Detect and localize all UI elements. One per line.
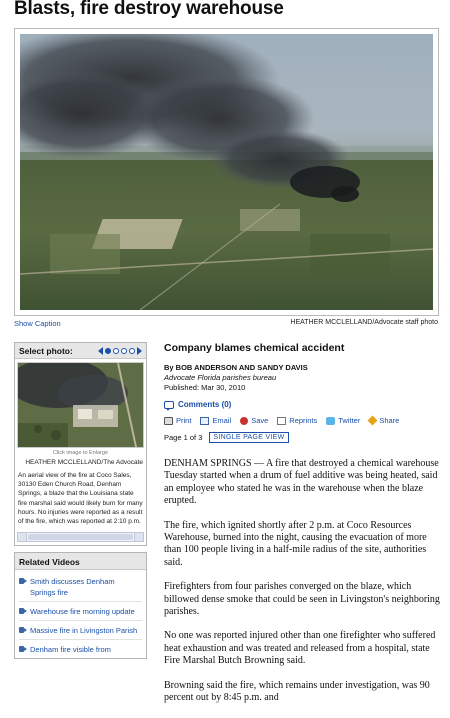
save-button[interactable] [240,416,268,425]
twitter-icon [326,417,335,425]
share-icon [368,416,378,426]
show-caption-link[interactable]: Show Caption [14,319,61,328]
scroll-left-button[interactable] [18,533,27,541]
related-video-link[interactable]: Massive fire in Livingston Parish [30,626,138,636]
print-button[interactable] [164,416,191,425]
scroll-right-button[interactable] [134,533,143,541]
caption-horizontal-scrollbar[interactable] [17,532,144,542]
article-toolbar [164,416,442,425]
pagination-bar [164,432,442,443]
page-indicator: Page 1 of 3 [164,433,203,442]
share-label: Share [379,416,400,425]
thumbnail-caption: An aerial view of the fire at Coco Sales, 30130 Eden Church Road, Denham Springs, a blaze that the Louisiana state fire marshal said would likely burn for many hours. No injuries were reported as a result of the fire, which was reported at 2:10 p.m. [18,472,143,526]
reprints-button[interactable] [277,416,317,425]
related-video-item[interactable] [19,640,142,658]
video-camera-icon [19,646,27,652]
video-camera-icon [19,627,27,633]
related-videos-list [15,570,146,658]
photo-credit: HEATHER MCCLELLAND/Advocate staff photo [290,319,438,326]
select-photo-header [15,343,146,359]
related-video-link[interactable]: Smith discusses Denham Springs fire [30,577,115,598]
video-camera-icon [19,578,27,584]
related-video-item[interactable] [19,602,142,621]
aerial-fire-photo[interactable] [20,34,433,310]
article-byline: By BOB ANDERSON AND SANDY DAVIS [164,363,308,372]
headline: Blasts, fire destroy warehouse [14,0,284,19]
select-photo-panel [14,342,147,546]
save-icon [240,417,248,425]
video-camera-icon [19,608,27,614]
related-video-link[interactable]: Denham fire visible from [30,645,111,655]
related-video-link[interactable]: Warehouse fire morning update [30,607,135,617]
photo-dot-2[interactable] [113,348,119,354]
select-photo-title: Select photo: [19,345,73,356]
article-published-date: Published: Mar 30, 2010 [164,383,246,392]
article-paragraph: Browning said the fire, which remains under investigation, was 90 percent out by 8:45 p.m. and [164,679,430,704]
print-label: Print [176,416,192,425]
click-to-enlarge-hint: Click image to Enlarge [52,450,109,456]
reprints-label: Reprints [289,416,318,425]
photo-dot-4[interactable] [129,348,135,354]
article-body [164,458,442,705]
photo-dot-3[interactable] [121,348,127,354]
twitter-label: Twitter [338,416,361,425]
article-paragraph: No one was reported injured other than one firefighter who suffered heat exhaustion and was treated and released from a hospital, state Fire Marshal Butch Browning said. [164,630,436,667]
article-paragraph: Firefighters from four parishes converged on the blaze, which billowed dense smoke that could be seen in Livingston's neighboring parishes. [164,581,440,618]
photo-pager [98,347,142,355]
envelope-icon [200,417,209,425]
related-videos-title: Related Videos [15,553,146,570]
article-paragraph: The fire, which ignited shortly after 2 p.m. at Coco Resources Warehouse, burned into the night, causing the evacuation of more than 100 people living in a half-mile radius of the site, authorities said. [164,519,427,568]
thumbnail-credit: HEATHER MCCLELLAND/The Advocate [25,459,143,466]
email-label: Email [212,416,232,425]
photo-dot-1[interactable] [105,348,111,354]
related-videos-panel [14,552,147,659]
related-video-item[interactable] [19,621,142,640]
document-icon [277,417,286,425]
comment-bubble-icon [164,401,174,409]
sidebar [14,342,147,659]
scrollbar-thumb[interactable] [28,534,133,540]
save-label: Save [251,416,269,425]
thumbnail-aerial-image[interactable] [18,363,143,447]
printer-icon [164,417,173,425]
article-bureau: Advocate Florida parishes bureau [164,373,277,382]
hero-photo[interactable] [14,28,439,316]
email-button[interactable] [200,416,231,425]
article-subhead: Company blames chemical accident [164,342,345,354]
related-video-item[interactable] [19,572,142,602]
next-photo-icon[interactable] [137,347,142,355]
twitter-button[interactable] [326,416,360,425]
share-button[interactable] [369,416,399,425]
article-paragraph: DENHAM SPRINGS — A fire that destroyed a chemical warehouse Tuesday started when a drum of fuel additive was being heated, said an employee who stated he was in the warehouse when the blaze erupted. [164,458,439,507]
comments-row[interactable] [164,400,442,409]
previous-photo-icon[interactable] [98,347,103,355]
comments-link[interactable]: Comments (0) [178,400,232,409]
single-page-view-button[interactable]: SINGLE PAGE VIEW [209,432,288,443]
photo-thumbnail[interactable] [17,362,144,448]
article [164,342,442,717]
